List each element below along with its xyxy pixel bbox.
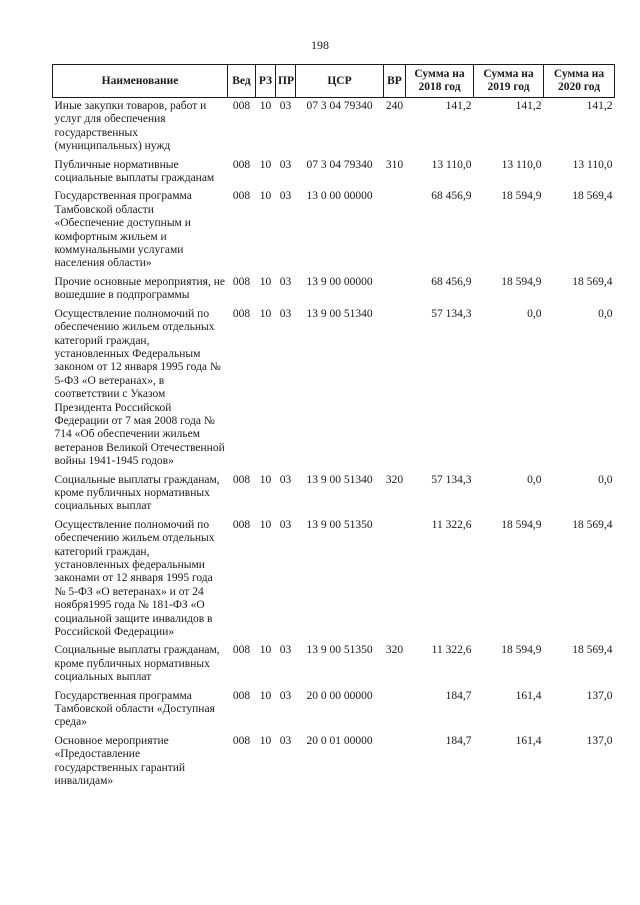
cell-csr: 13 9 00 51340 bbox=[306, 473, 373, 486]
col-header-2020: Сумма на 2020 год bbox=[544, 65, 615, 98]
cell-rz: 10 bbox=[259, 158, 272, 171]
cell-ved: 008 bbox=[232, 275, 251, 288]
cell-ved: 008 bbox=[232, 100, 251, 112]
cell-csr: 13 9 00 51350 bbox=[306, 644, 373, 657]
cell-csr: 13 9 00 51340 bbox=[306, 307, 373, 320]
cell-s2018: 68 456,9 bbox=[431, 275, 472, 288]
cell-s2019: 18 594,9 bbox=[501, 275, 542, 288]
cell-name: Государственная программа Тамбовской области «Доступная среда» bbox=[54, 689, 215, 729]
cell-vr: 320 bbox=[385, 473, 404, 486]
cell-vr: 310 bbox=[385, 158, 404, 171]
cell-rz: 10 bbox=[259, 307, 272, 320]
cell-rz: 10 bbox=[259, 644, 272, 657]
table-body bbox=[53, 98, 615, 792]
cell-pr: 03 bbox=[279, 689, 292, 702]
table-row bbox=[53, 306, 615, 472]
cell-s2020: 0,0 bbox=[598, 307, 613, 320]
table-row bbox=[53, 157, 615, 189]
cell-s2020: 137,0 bbox=[586, 734, 613, 747]
cell-s2019: 161,4 bbox=[515, 689, 542, 702]
cell-pr: 03 bbox=[279, 190, 292, 203]
cell-csr: 13 0 00 00000 bbox=[306, 190, 373, 203]
cell-csr: 13 9 00 51350 bbox=[306, 518, 373, 531]
col-header-2019: Сумма на 2019 год bbox=[474, 65, 544, 98]
cell-s2019: 18 594,9 bbox=[501, 190, 542, 203]
cell-ved: 008 bbox=[232, 734, 251, 747]
cell-rz: 10 bbox=[259, 518, 272, 531]
cell-rz: 10 bbox=[259, 734, 272, 747]
cell-name: Государственная программа Тамбовской области «Обеспечение доступным и комфортным жильем и коммунальными услугами населения области» bbox=[54, 190, 192, 270]
cell-s2018: 11 322,6 bbox=[431, 518, 472, 531]
cell-ved: 008 bbox=[232, 689, 251, 702]
cell-s2019: 0,0 bbox=[527, 473, 542, 486]
cell-vr: 320 bbox=[385, 644, 404, 657]
cell-ved: 008 bbox=[232, 190, 251, 203]
table-row bbox=[53, 98, 615, 157]
cell-vr bbox=[384, 306, 406, 472]
cell-pr: 03 bbox=[279, 100, 292, 112]
cell-ved: 008 bbox=[232, 473, 251, 486]
cell-s2019: 0,0 bbox=[527, 307, 542, 320]
cell-s2020: 18 569,4 bbox=[572, 644, 613, 657]
col-header-name: Наименование bbox=[53, 65, 228, 98]
col-header-ved: Вед bbox=[228, 65, 256, 98]
cell-s2018: 184,7 bbox=[445, 689, 472, 702]
page-number: 198 bbox=[311, 38, 329, 52]
budget-table bbox=[52, 64, 615, 792]
cell-pr: 03 bbox=[279, 734, 292, 747]
cell-s2019: 141,2 bbox=[515, 100, 542, 112]
cell-name: Прочие основные мероприятия, не вошедшие в подпрограммы bbox=[54, 275, 225, 302]
col-header-2018: Сумма на 2018 год bbox=[406, 65, 474, 98]
cell-name: Социальные выплаты гражданам, кроме публичных нормативных социальных выплат bbox=[54, 473, 220, 513]
cell-s2020: 141,2 bbox=[586, 100, 613, 112]
table-row bbox=[53, 642, 615, 687]
cell-rz: 10 bbox=[259, 100, 272, 112]
cell-s2019: 161,4 bbox=[515, 734, 542, 747]
cell-s2018: 184,7 bbox=[445, 734, 472, 747]
table-row bbox=[53, 688, 615, 733]
cell-s2018: 11 322,6 bbox=[431, 644, 472, 657]
cell-s2018: 141,2 bbox=[445, 100, 472, 112]
cell-vr bbox=[384, 733, 406, 792]
cell-name: Социальные выплаты гражданам, кроме публичных нормативных социальных выплат bbox=[54, 644, 220, 684]
cell-pr: 03 bbox=[279, 473, 292, 486]
cell-ved: 008 bbox=[232, 644, 251, 657]
table-row bbox=[53, 274, 615, 306]
cell-s2019: 18 594,9 bbox=[501, 644, 542, 657]
cell-ved: 008 bbox=[232, 307, 251, 320]
cell-rz: 10 bbox=[259, 275, 272, 288]
cell-vr bbox=[384, 688, 406, 733]
cell-ved: 008 bbox=[232, 158, 251, 171]
cell-vr bbox=[384, 188, 406, 273]
cell-s2020: 18 569,4 bbox=[572, 275, 613, 288]
cell-s2020: 18 569,4 bbox=[572, 190, 613, 203]
cell-s2020: 0,0 bbox=[598, 473, 613, 486]
table-header bbox=[53, 65, 615, 98]
cell-pr: 03 bbox=[279, 518, 292, 531]
cell-name: Иные закупки товаров, работ и услуг для обеспечения государственных (муниципальных) нужд bbox=[54, 100, 207, 153]
cell-s2018: 13 110,0 bbox=[431, 158, 472, 171]
cell-pr: 03 bbox=[279, 644, 292, 657]
cell-s2018: 57 134,3 bbox=[431, 307, 472, 320]
cell-name: Осуществление полномочий по обеспечению жильем отдельных категорий граждан, установленных Федеральным законом от 12 января 1995 года № 5-ФЗ «О ветеранах», в соответствии с Указом Президента Российской Федерации от 7 мая 2008 года № 714 «Об обеспечении жильем ветеранов Великой Отечественной войны 1941-1945 годов» bbox=[54, 307, 225, 468]
cell-s2020: 18 569,4 bbox=[572, 518, 613, 531]
cell-csr: 20 0 01 00000 bbox=[306, 734, 373, 747]
table-row bbox=[53, 733, 615, 792]
cell-s2019: 13 110,0 bbox=[501, 158, 542, 171]
cell-s2018: 57 134,3 bbox=[431, 473, 472, 486]
cell-name: Основное мероприятие «Предоставление государственных гарантий инвалидам» bbox=[54, 734, 186, 788]
cell-s2019: 18 594,9 bbox=[501, 518, 542, 531]
col-header-csr: ЦСР bbox=[296, 65, 384, 98]
cell-ved: 008 bbox=[232, 518, 251, 531]
col-header-pr: ПР bbox=[276, 65, 296, 98]
col-header-vr: ВР bbox=[384, 65, 406, 98]
cell-rz: 10 bbox=[259, 689, 272, 702]
cell-s2018: 68 456,9 bbox=[431, 190, 472, 203]
cell-csr: 13 9 00 00000 bbox=[306, 275, 373, 288]
cell-csr: 07 3 04 79340 bbox=[306, 158, 373, 171]
cell-rz: 10 bbox=[259, 190, 272, 203]
cell-s2020: 137,0 bbox=[586, 689, 613, 702]
cell-vr: 240 bbox=[385, 100, 404, 112]
cell-pr: 03 bbox=[279, 158, 292, 171]
cell-pr: 03 bbox=[279, 307, 292, 320]
cell-name: Публичные нормативные социальные выплаты гражданам bbox=[54, 158, 215, 185]
cell-vr bbox=[384, 274, 406, 306]
cell-s2020: 13 110,0 bbox=[572, 158, 613, 171]
cell-csr: 20 0 00 00000 bbox=[306, 689, 373, 702]
table-row bbox=[53, 472, 615, 517]
cell-rz: 10 bbox=[259, 473, 272, 486]
cell-pr: 03 bbox=[279, 275, 292, 288]
cell-csr: 07 3 04 79340 bbox=[306, 100, 373, 112]
cell-vr bbox=[384, 517, 406, 643]
cell-name: Осуществление полномочий по обеспечению жильем отдельных категорий граждан, установленных федеральными законами от 12 января 1995 года № 5-ФЗ «О ветеранах» и от 24 ноября1995 года № 181-ФЗ «О социальной защите инвалидов в Российской Федерации» bbox=[54, 518, 215, 639]
table-row bbox=[53, 517, 615, 643]
col-header-rz: РЗ bbox=[256, 65, 276, 98]
table-row bbox=[53, 188, 615, 273]
